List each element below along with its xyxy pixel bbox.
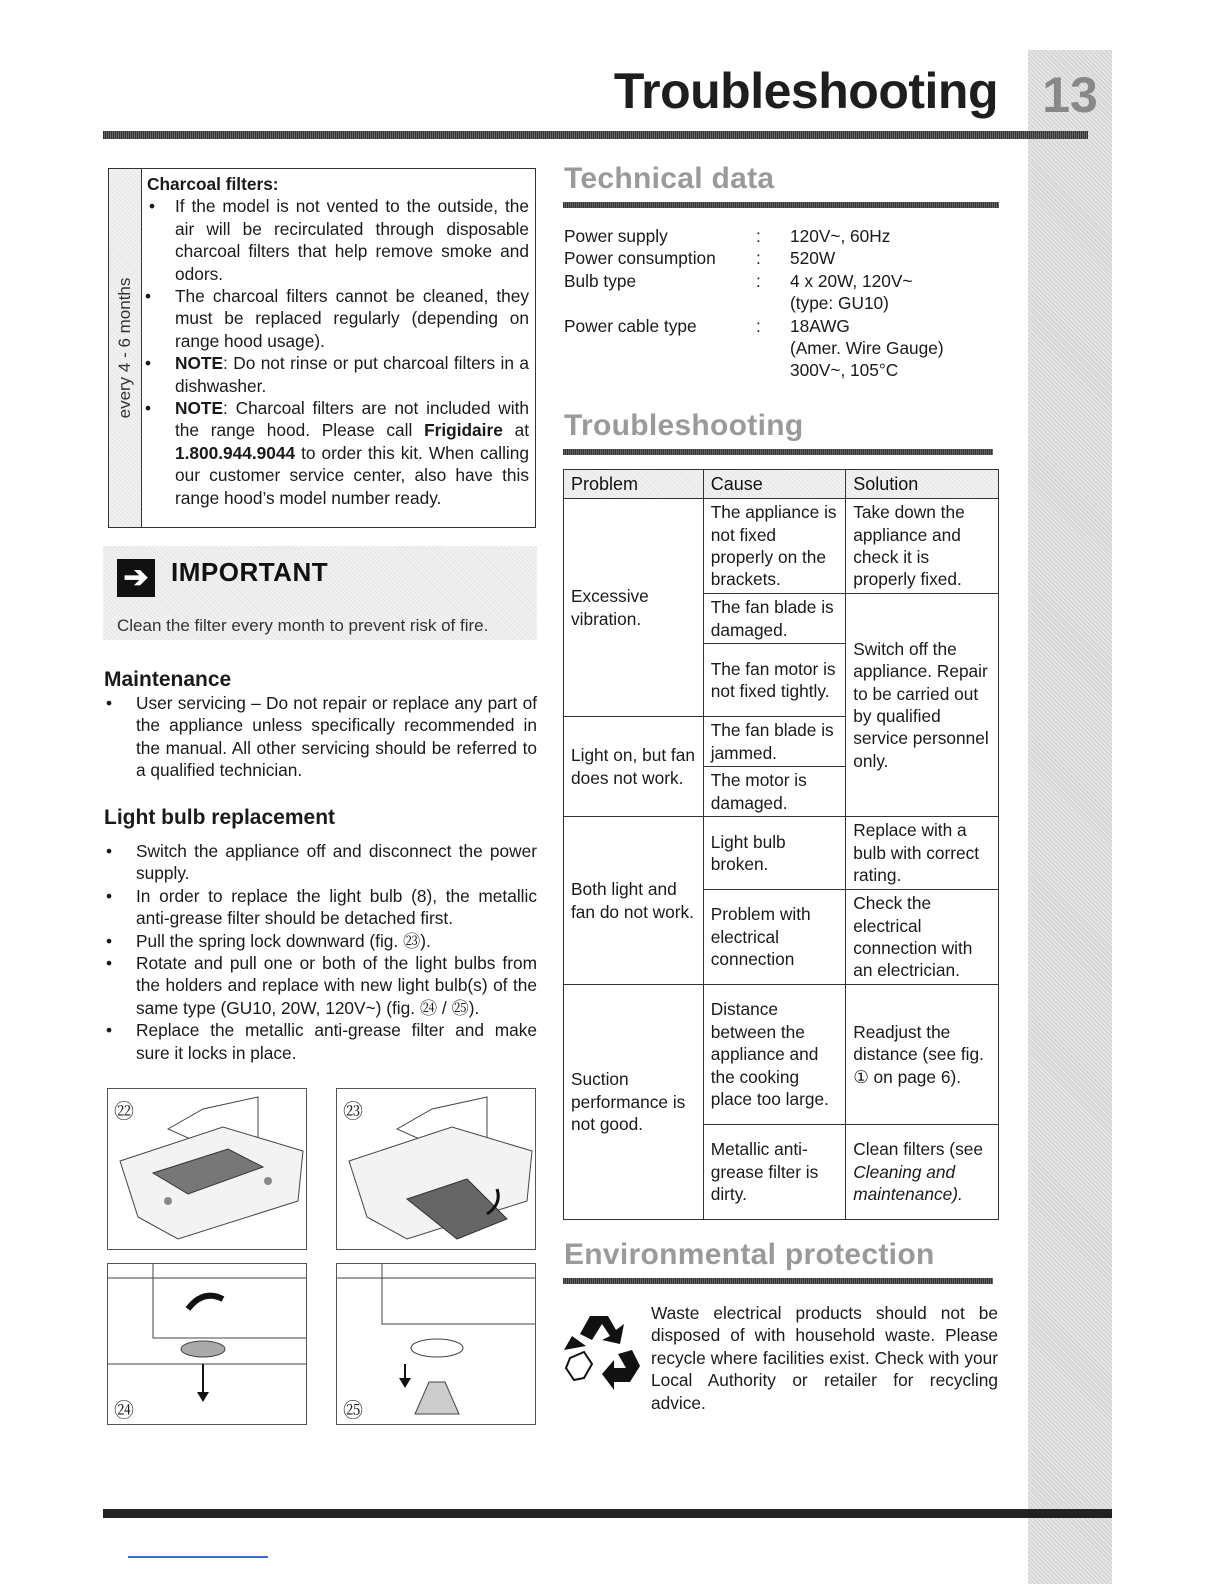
cause-cell: Distance between the appliance and the cooking place too large.	[703, 985, 846, 1125]
bulb-step: • Rotate and pull one or both of the light bulbs from the holders and replace with new light bulb(s) of the same type (GU10, 20W, 120V~) (fig. ㉔ / ㉕).	[104, 952, 537, 1019]
note-text: : Do not rinse or put charcoal filters in a dishwasher.	[175, 353, 529, 396]
charcoal-bullet: • The charcoal filters cannot be cleaned, they must be replaced regularly (depending on range hood usage).	[147, 285, 529, 352]
technical-title: Technical data	[564, 162, 775, 195]
header-solution: Solution	[846, 470, 999, 499]
table-row	[564, 985, 999, 1125]
environment-rule	[563, 1278, 993, 1284]
spec-value: 120V~, 60Hz	[790, 226, 891, 246]
environment-title: Environmental protection	[564, 1238, 935, 1271]
troubleshooting-rule	[563, 449, 993, 455]
solution-cell	[846, 1125, 999, 1220]
solution-cell: Take down the appliance and check it is properly fixed.	[846, 499, 999, 594]
footer-rule	[103, 1509, 1112, 1518]
solution-cell: Replace with a bulb with correct rating.	[846, 817, 999, 890]
bulb-step: • Switch the appliance off and disconnect the power supply.	[104, 840, 537, 885]
cause-cell: The fan blade is jammed.	[703, 717, 846, 767]
page-number: 13	[1042, 67, 1098, 123]
charcoal-title: Charcoal filters:	[147, 174, 279, 194]
bulb-rotate-illustration	[108, 1264, 307, 1425]
figure-number: ㉓	[343, 1101, 363, 1123]
hood-filter-illustration	[108, 1089, 307, 1250]
spec-label: Bulb type	[564, 270, 637, 291]
technical-table	[564, 225, 944, 382]
spec-value	[790, 270, 944, 315]
solution-cell: Readjust the distance (see fig. ① on page 6).	[846, 985, 999, 1125]
table-row	[564, 315, 944, 382]
solution-text: Clean filters (see	[853, 1139, 983, 1160]
spec-value-line: 300V~, 105°C	[790, 360, 899, 381]
figure-22	[107, 1088, 307, 1250]
charcoal-bullet	[147, 397, 529, 509]
spec-sep: :	[756, 315, 761, 336]
figure-number: ㉒	[114, 1101, 134, 1123]
note-text: at	[502, 420, 529, 441]
maintenance-title: Maintenance	[104, 668, 232, 691]
solution-reference: Cleaning and maintenance).	[853, 1161, 963, 1205]
spec-value-line: 4 x 20W, 120V~	[790, 270, 913, 291]
spec-value: 520W	[790, 248, 836, 269]
page-title: Troubleshooting	[613, 63, 998, 119]
bulb-step: • In order to replace the light bulb (8), the metallic anti-grease filter should be detached first.	[104, 885, 537, 930]
cause-cell: The fan motor is not fixed tightly.	[703, 644, 846, 717]
bulb-section	[104, 806, 537, 1064]
table-row	[564, 817, 999, 890]
note-text: : Charcoal filters are not included with the range hood. Please call	[175, 398, 529, 441]
table-row	[564, 247, 944, 269]
arrow-right-icon: ➔	[117, 559, 155, 597]
spec-value	[790, 315, 944, 382]
note-label: NOTE	[175, 353, 224, 374]
bulb-replace-illustration	[337, 1264, 536, 1425]
spec-label: Power consumption	[564, 248, 716, 269]
note-label: NOTE	[175, 398, 224, 419]
charcoal-bullet: • If the model is not vented to the outside, the air will be recirculated through disposable charcoal filters that help remove smoke and odors.	[147, 195, 529, 285]
cause-cell: Problem with electrical connection	[703, 890, 846, 985]
technical-rule	[563, 202, 999, 208]
spec-sep: :	[756, 270, 761, 291]
side-tab	[1028, 50, 1112, 1584]
solution-cell: Check the electrical connection with an electrician.	[846, 890, 999, 985]
cause-cell: The appliance is not fixed properly on the brackets.	[703, 499, 846, 594]
recycle-icon	[562, 1310, 642, 1390]
environment-text: Waste electrical products should not be disposed of with household waste. Please recycle where facilities exist. Check with your Local Authority or retailer for recycling advice.	[651, 1303, 998, 1413]
charcoal-content	[147, 173, 529, 509]
problem-cell: Both light and fan do not work.	[564, 817, 704, 985]
spec-value-line: (type: GU10)	[790, 293, 889, 314]
table-row	[564, 225, 944, 247]
header-cause: Cause	[703, 470, 846, 499]
important-box	[103, 546, 537, 640]
charcoal-bullet	[147, 352, 529, 397]
phone-number: 1.800.944.9044	[175, 442, 296, 463]
bulb-step: • Replace the metallic anti-grease filter and make sure it locks in place.	[104, 1019, 537, 1064]
problem-cell: Suction performance is not good.	[564, 985, 704, 1220]
figure-23	[336, 1088, 536, 1250]
spec-value-line: 18AWG	[790, 315, 850, 336]
note-text: to order this kit. When calling our customer service center, also have this range hood’s model number ready.	[175, 442, 529, 508]
troubleshooting-title: Troubleshooting	[564, 409, 804, 442]
cause-cell: Light bulb broken.	[703, 817, 846, 890]
spec-sep: :	[756, 248, 761, 269]
replacement-interval-label: every 4 - 6 months	[115, 277, 134, 419]
figure-25	[336, 1263, 536, 1425]
table-row	[564, 499, 999, 594]
charcoal-side-label	[109, 169, 142, 527]
cause-cell: The fan blade is damaged.	[703, 594, 846, 644]
spec-value-line: (Amer. Wire Gauge)	[790, 338, 944, 359]
cause-cell: Metallic anti-grease filter is dirty.	[703, 1125, 846, 1220]
spec-label: Power cable type	[564, 315, 697, 336]
charcoal-filters-box	[108, 168, 536, 528]
important-text: Clean the filter every month to prevent risk of fire.	[117, 616, 489, 635]
spec-sep: :	[756, 226, 761, 246]
filter-removal-illustration	[337, 1089, 536, 1250]
figure-number: ㉕	[343, 1400, 363, 1422]
spec-label: Power supply	[564, 226, 668, 246]
table-row	[564, 270, 944, 315]
figure-24	[107, 1263, 307, 1425]
troubleshooting-table	[563, 469, 999, 1220]
brand-name: Frigidaire	[424, 420, 503, 441]
cause-cell: The motor is damaged.	[703, 767, 846, 817]
bulb-title: Light bulb replacement	[104, 806, 336, 829]
header-problem: Problem	[564, 470, 704, 499]
problem-cell: Light on, but fan does not work.	[564, 717, 704, 817]
header-rule	[103, 131, 1088, 139]
maintenance-section	[104, 668, 537, 782]
maintenance-text: • User servicing – Do not repair or replace any part of the appliance unless specifically recommended in the manual. All other servicing should be referred to a qualified technician.	[104, 692, 537, 782]
footer-link-line[interactable]	[128, 1556, 268, 1558]
table-header-row	[564, 470, 999, 499]
solution-cell: Switch off the appliance. Repair to be carried out by qualified service personnel only.	[846, 594, 999, 817]
bulb-step: • Pull the spring lock downward (fig. ㉓).	[104, 930, 537, 952]
important-title: IMPORTANT	[171, 557, 329, 587]
problem-cell: Excessive vibration.	[564, 499, 704, 717]
figure-number: ㉔	[114, 1400, 134, 1422]
